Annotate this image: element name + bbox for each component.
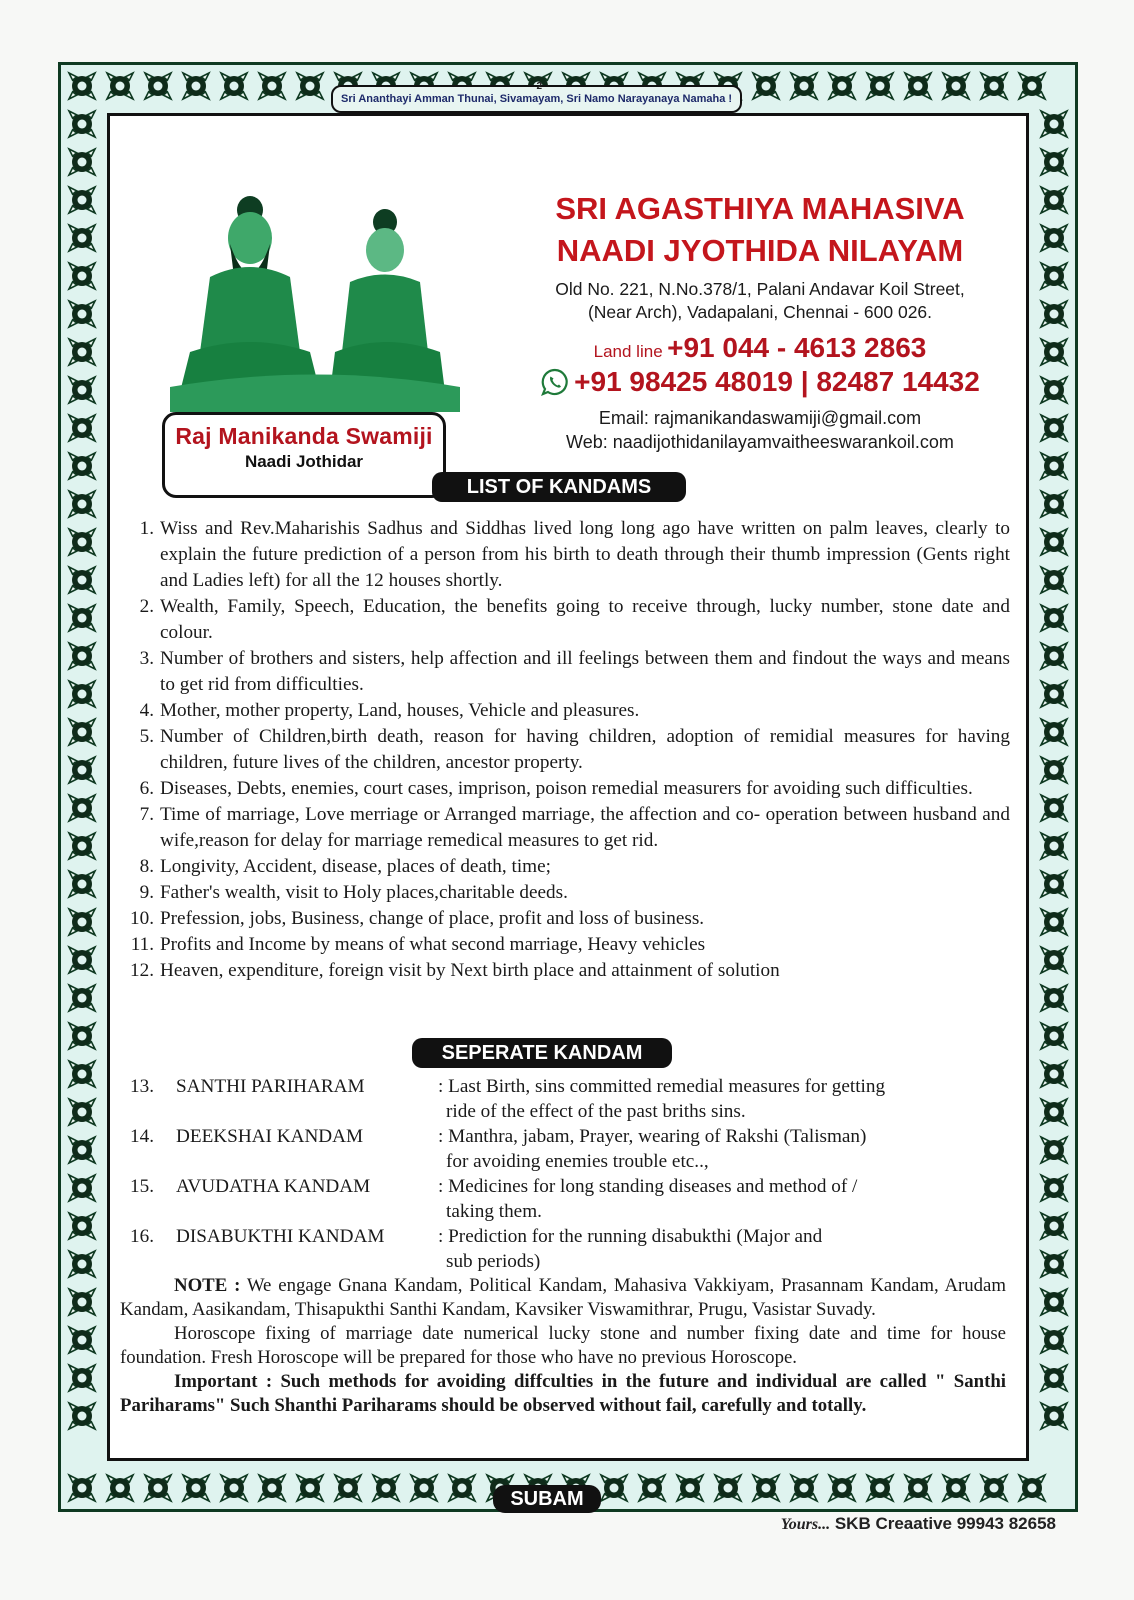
separate-kandam-desc: : Manthra, jabam, Prayer, wearing of Rakshi (Talisman) [438, 1126, 867, 1147]
separate-kandam-desc: : Medicines for long standing diseases and method of / [438, 1176, 858, 1197]
designer-credit [781, 1514, 1056, 1534]
flower-ornament-icon [1037, 335, 1071, 369]
kandam-item [120, 724, 1010, 776]
flower-ornament-icon [255, 69, 289, 103]
kandam-item [120, 646, 1010, 698]
flower-ornament-icon [1037, 107, 1071, 141]
important-paragraph [120, 1370, 1006, 1418]
credit-text: SKB Creaative 99943 82658 [834, 1514, 1056, 1533]
flower-ornament-icon [1037, 297, 1071, 331]
flower-ornament-icon [863, 69, 897, 103]
separate-kandam-desc-line2: for avoiding enemies trouble etc.., [446, 1151, 709, 1172]
flower-ornament-icon [1037, 943, 1071, 977]
flower-ornament-icon [65, 1095, 99, 1129]
flower-ornament-icon [673, 1471, 707, 1505]
title-line-1: SRI AGASTHIYA MAHASIVA [555, 191, 965, 226]
separate-kandam-item [130, 1174, 990, 1199]
kandam-number: 9. [139, 882, 154, 903]
flower-ornament-icon [1037, 1019, 1071, 1053]
flower-ornament-icon [1037, 145, 1071, 179]
address-line-1: Old No. 221, N.No.378/1, Palani Andavar Koil Street, [555, 279, 965, 299]
important-label: Important : [174, 1371, 273, 1392]
kandam-item [120, 776, 1010, 802]
kandam-item [120, 880, 1010, 906]
flower-ornament-icon [1037, 1209, 1071, 1243]
separate-kandam-desc-line2: sub periods) [446, 1251, 541, 1272]
separate-kandam-desc-cont [130, 1199, 990, 1224]
flower-ornament-icon [711, 1471, 745, 1505]
website[interactable]: Web: naadijothidanilayamvaitheeswarankoil.com [566, 432, 954, 452]
flower-ornament-icon [825, 69, 859, 103]
flower-ornament-icon [65, 791, 99, 825]
kandam-number: 1. [139, 518, 154, 539]
flower-ornament-icon [65, 1171, 99, 1205]
flower-ornament-icon [1037, 563, 1071, 597]
separate-kandam-desc-line2: taking them. [446, 1201, 542, 1222]
content-panel [107, 113, 1029, 1461]
flower-ornament-icon [65, 335, 99, 369]
flower-ornament-icon [65, 297, 99, 331]
flower-ornament-icon [1037, 487, 1071, 521]
flower-ornament-icon [65, 1209, 99, 1243]
flower-ornament-icon [1037, 1361, 1071, 1395]
separate-kandam-desc-cont [130, 1149, 990, 1174]
flower-ornament-icon [369, 1471, 403, 1505]
flower-ornament-icon [1037, 221, 1071, 255]
kandam-text: Wiss and Rev.Maharishis Sadhus and Siddhas lived long long ago have written on palm leaves, clearly to explain the future prediction of a person from his birth to death through their thumb impression (Gents right and Ladies left) for all the 12 houses shortly. [160, 518, 1010, 591]
kandam-item [120, 932, 1010, 958]
kandam-number: 5. [139, 726, 154, 747]
separate-kandam-desc-cont [130, 1249, 990, 1274]
separate-kandam-desc: : Last Birth, sins committed remedial measures for getting [438, 1076, 886, 1097]
flower-ornament-icon [293, 69, 327, 103]
flower-ornament-icon [65, 183, 99, 217]
profile-role: Naadi Jothidar [244, 452, 364, 471]
flower-ornament-icon [255, 1471, 289, 1505]
profile-name: Raj Manikanda Swamiji [175, 423, 433, 449]
flower-ornament-icon [749, 1471, 783, 1505]
flower-ornament-icon [1037, 183, 1071, 217]
flower-ornament-icon [1037, 867, 1071, 901]
kandam-text: Profits and Income by means of what second marriage, Heavy vehicles [160, 934, 706, 955]
flower-ornament-icon [65, 563, 99, 597]
flower-ornament-icon [977, 1471, 1011, 1505]
kandam-item [120, 594, 1010, 646]
flower-ornament-icon [1037, 753, 1071, 787]
flower-ornament-icon [65, 1133, 99, 1167]
flower-ornament-icon [825, 1471, 859, 1505]
flower-ornament-icon [65, 1285, 99, 1319]
email[interactable]: Email: rajmanikandaswamiji@gmail.com [598, 408, 922, 428]
flower-ornament-icon [1037, 1285, 1071, 1319]
kandam-text: Mother, mother property, Land, houses, Vehicle and pleasures. [160, 700, 640, 721]
kandam-number: 11. [130, 934, 154, 955]
kandam-item [120, 906, 1010, 932]
decorative-border-frame [58, 62, 1078, 1512]
landline-label: Land line [593, 342, 663, 361]
flower-ornament-icon [1015, 1471, 1049, 1505]
separate-kandam-name: DEEKSHAI KANDAM [176, 1126, 364, 1147]
flower-ornament-icon [1037, 715, 1071, 749]
separate-kandam-item [130, 1224, 990, 1249]
flower-ornament-icon [179, 1471, 213, 1505]
flower-ornament-icon [1037, 1133, 1071, 1167]
separate-kandam-number: 15. [130, 1176, 154, 1197]
flower-ornament-icon [1037, 411, 1071, 445]
kandam-text: Diseases, Debts, enemies, court cases, imprison, poison remedial measurers for avoiding such difficulties. [160, 778, 973, 799]
flower-ornament-icon [787, 1471, 821, 1505]
flower-ornament-icon [65, 867, 99, 901]
flower-ornament-icon [1037, 1057, 1071, 1091]
kandam-list [120, 516, 1010, 984]
flower-ornament-icon [901, 69, 935, 103]
flower-ornament-icon [65, 487, 99, 521]
kandam-number: 10. [130, 908, 154, 929]
address-line-2: (Near Arch), Vadapalani, Chennai - 600 026. [587, 302, 933, 322]
flower-ornament-icon [65, 905, 99, 939]
flower-ornament-icon [65, 1247, 99, 1281]
flower-ornament-icon [1037, 981, 1071, 1015]
flower-ornament-icon [901, 1471, 935, 1505]
kandam-text: Time of marriage, Love merriage or Arranged marriage, the affection and co- operation between husband and wife,reason for delay for marriage remedical measures to get rid. [160, 804, 1010, 851]
kandam-text: Prefession, jobs, Business, change of place, profit and loss of business. [160, 908, 705, 929]
flower-ornament-icon [65, 1471, 99, 1505]
flower-ornament-icon [939, 69, 973, 103]
page-mark: 2 [536, 81, 543, 92]
flower-ornament-icon [1037, 525, 1071, 559]
flower-ornament-icon [1037, 1323, 1071, 1357]
kandam-number: 12. [130, 960, 154, 981]
flower-ornament-icon [65, 221, 99, 255]
landline [480, 332, 1040, 364]
flower-ornament-icon [1037, 639, 1071, 673]
flower-ornament-icon [635, 1471, 669, 1505]
flower-ornament-icon [445, 1471, 479, 1505]
separate-kandam-desc: : Prediction for the running disabukthi (Major and [438, 1226, 823, 1247]
flower-ornament-icon [65, 1019, 99, 1053]
address [480, 278, 1040, 324]
kandam-item [120, 516, 1010, 594]
flower-ornament-icon [1037, 829, 1071, 863]
separate-kandam-number: 14. [130, 1126, 154, 1147]
kandam-text: Wealth, Family, Speech, Education, the benefits going to receive through, lucky number, stone date and colour. [160, 596, 1010, 643]
flower-ornament-icon [65, 981, 99, 1015]
flower-ornament-icon [65, 1323, 99, 1357]
kandam-item [120, 854, 1010, 880]
flower-ornament-icon [1037, 1399, 1071, 1433]
mobile-numbers-row [470, 366, 1050, 398]
flower-ornament-icon [977, 69, 1011, 103]
flower-ornament-icon [1037, 1095, 1071, 1129]
kandam-text: Longivity, Accident, disease, places of death, time; [160, 856, 551, 877]
note-paragraph [120, 1274, 1006, 1322]
flower-ornament-icon [65, 449, 99, 483]
flower-ornament-icon [293, 1471, 327, 1505]
notes-section [120, 1274, 1006, 1418]
kandam-item [120, 698, 1010, 724]
flower-ornament-icon [65, 829, 99, 863]
flower-ornament-icon [1037, 1171, 1071, 1205]
invocation-text: Sri Ananthayi Amman Thunai, Sivamayam, Sri Namo Narayanaya Namaha ! [341, 93, 733, 105]
note-text: We engage Gnana Kandam, Political Kandam, Mahasiva Vakkiyam, Prasannam Kandam, Arudam Kandam, Aasikandam, Thisapukthi Santhi Kandam, Kavsiker Viswamithrar, Prugu, Vasistar Suvady. [120, 1275, 1006, 1320]
flower-ornament-icon [217, 1471, 251, 1505]
kandam-number: 4. [139, 700, 154, 721]
separate-kandam-name: SANTHI PARIHARAM [176, 1076, 365, 1097]
flower-ornament-icon [103, 69, 137, 103]
flower-ornament-icon [787, 69, 821, 103]
separate-kandam-number: 13. [130, 1076, 154, 1097]
profile-card [162, 412, 446, 498]
contact-info [480, 406, 1040, 454]
flower-ornament-icon [1037, 791, 1071, 825]
kandam-number: 3. [139, 648, 154, 669]
separate-kandam-item [130, 1074, 990, 1099]
important-text: Such methods for avoiding diffculties in the future and individual are called " Santhi Pariharams" Such Shanthi Pariharams should be observed without fail, carefully and totally. [120, 1371, 1006, 1416]
flower-ornament-icon [407, 1471, 441, 1505]
flower-ornament-icon [141, 1471, 175, 1505]
flower-ornament-icon [103, 1471, 137, 1505]
flower-ornament-icon [939, 1471, 973, 1505]
separate-kandam-list [130, 1074, 990, 1274]
flower-ornament-icon [65, 525, 99, 559]
separate-kandam-name: DISABUKTHI KANDAM [176, 1226, 385, 1247]
horoscope-paragraph: Horoscope fixing of marriage date numerical lucky stone and number fixing date and time for house foundation. Fresh Horoscope will be prepared for those who have no previous Horoscope. [120, 1323, 1006, 1368]
flower-ornament-icon [1037, 259, 1071, 293]
flower-ornament-icon [1037, 905, 1071, 939]
flower-ornament-icon [65, 373, 99, 407]
separate-kandam-item [130, 1124, 990, 1149]
whatsapp-icon [540, 367, 570, 397]
flower-ornament-icon [65, 107, 99, 141]
flower-ornament-icon [65, 943, 99, 977]
flower-ornament-icon [331, 1471, 365, 1505]
kandam-number: 2. [139, 596, 154, 617]
flower-ornament-icon [597, 1471, 631, 1505]
subam-label: SUBAM [493, 1485, 601, 1513]
landline-number[interactable]: +91 044 - 4613 2863 [667, 332, 927, 363]
separate-kandam-heading: SEPERATE KANDAM [412, 1038, 672, 1068]
separate-kandam-desc-line2: ride of the effect of the past briths sins. [446, 1101, 746, 1122]
flower-ornament-icon [1037, 677, 1071, 711]
separate-kandam-name: AVUDATHA KANDAM [176, 1176, 371, 1197]
kandam-item [120, 958, 1010, 984]
kandam-text: Father's wealth, visit to Holy places,charitable deeds. [160, 882, 568, 903]
border-column-right [1037, 107, 1071, 1433]
flower-ornament-icon [65, 1399, 99, 1433]
credit-yours: Yours... [780, 1516, 831, 1533]
flower-ornament-icon [65, 259, 99, 293]
kandam-text: Number of Children,birth death, reason for having children, adoption of remidial measures for having children, future lives of the children, ancestor property. [160, 726, 1010, 773]
kandam-number: 6. [139, 778, 154, 799]
flower-ornament-icon [65, 677, 99, 711]
flower-ornament-icon [65, 753, 99, 787]
flower-ornament-icon [749, 69, 783, 103]
flower-ornament-icon [1037, 449, 1071, 483]
list-of-kandams-heading: LIST OF KANDAMS [432, 472, 686, 502]
separate-kandam-desc-cont [130, 1099, 990, 1124]
separate-kandam-number: 16. [130, 1226, 154, 1247]
flower-ornament-icon [141, 69, 175, 103]
title-line-2: NAADI JYOTHIDA NILAYAM [556, 233, 964, 268]
flower-ornament-icon [65, 1057, 99, 1091]
flower-ornament-icon [65, 145, 99, 179]
kandam-text: Heaven, expenditure, foreign visit by Next birth place and attainment of solution [160, 960, 780, 981]
flower-ornament-icon [65, 411, 99, 445]
kandam-text: Number of brothers and sisters, help affection and ill feelings between them and findout the ways and means to get rid from difficulties. [160, 648, 1010, 695]
border-column-left [65, 107, 99, 1433]
flower-ornament-icon [1037, 601, 1071, 635]
flower-ornament-icon [65, 601, 99, 635]
mobile-numbers[interactable]: +91 98425 48019 | 82487 14432 [574, 366, 980, 397]
flower-ornament-icon [863, 1471, 897, 1505]
flower-ornament-icon [65, 69, 99, 103]
kandam-item [120, 802, 1010, 854]
flower-ornament-icon [65, 1361, 99, 1395]
kandam-number: 8. [139, 856, 154, 877]
flower-ornament-icon [65, 715, 99, 749]
invocation-banner [331, 81, 742, 113]
flower-ornament-icon [65, 639, 99, 673]
flower-ornament-icon [179, 69, 213, 103]
sages-illustration [170, 182, 460, 412]
flower-ornament-icon [217, 69, 251, 103]
kandam-number: 7. [139, 804, 154, 825]
flower-ornament-icon [1015, 69, 1049, 103]
note-label: NOTE : [174, 1275, 241, 1296]
flower-ornament-icon [1037, 1247, 1071, 1281]
organization-title [480, 188, 1040, 272]
